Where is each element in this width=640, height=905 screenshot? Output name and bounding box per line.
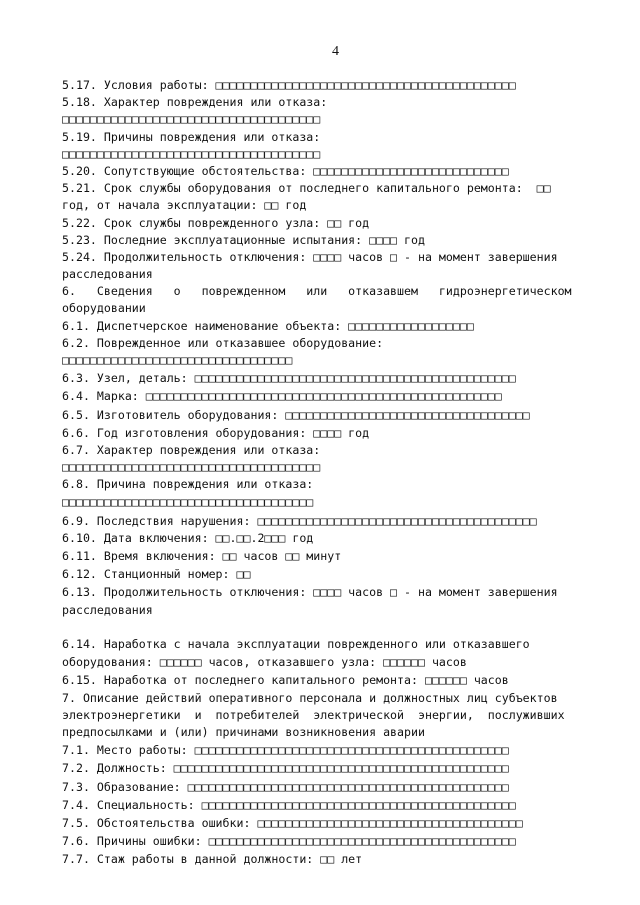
line-6-7-value: □□□□□□□□□□□□□□□□□□□□□□□□□□□□□□□□□□□□□ [62, 460, 321, 475]
document-body [62, 77, 608, 868]
line-5-19: 5.19. Причины повреждения или отказа: [62, 129, 321, 144]
section-6-heading: 6. Сведения о поврежденном или отказавшем гидроэнергетическом [62, 284, 572, 299]
line-5-17: 5.17. Условия работы: □□□□□□□□□□□□□□□□□□□□□□□□□□□□□□□□□□□□□□□□□□□ [62, 78, 516, 92]
line-7-6: 7.6. Причины ошибки: □□□□□□□□□□□□□□□□□□□□□□□□□□□□□□□□□□□□□□□□□□□□ [62, 834, 516, 849]
section-6-heading-cont: оборудовании [62, 301, 146, 316]
line-6-9: 6.9. Последствия нарушения: □□□□□□□□□□□□□□□□□□□□□□□□□□□□□□□□□□□□□□□□ [62, 513, 537, 528]
section-7-heading-cont: электроэнергетики и потребителей электрической энергии, послуживших [62, 707, 565, 722]
line-7-4: 7.4. Специальность: □□□□□□□□□□□□□□□□□□□□□□□□□□□□□□□□□□□□□□□□□□□□□ [62, 797, 516, 812]
line-6-13: 6.13. Продолжительность отключения: □□□□ часов □ - на момент завершения [62, 585, 558, 600]
line-5-18: 5.18. Характер повреждения или отказа: [62, 95, 328, 110]
line-5-21-cont: год, от начала эксплуатации: □□ год [62, 198, 307, 213]
line-6-12: 6.12. Станционный номер: □□ [62, 567, 251, 582]
line-6-3: 6.3. Узел, деталь: □□□□□□□□□□□□□□□□□□□□□□□□□□□□□□□□□□□□□□□□□□□□□□ [62, 371, 516, 386]
line-6-6: 6.6. Год изготовления оборудования: □□□□ год [62, 425, 370, 440]
line-6-11: 6.11. Время включения: □□ часов □□ минут [62, 549, 342, 564]
line-7-1: 7.1. Место работы: □□□□□□□□□□□□□□□□□□□□□□□□□□□□□□□□□□□□□□□□□□□□□ [62, 743, 509, 758]
page-number: 4 [332, 44, 339, 59]
line-5-23: 5.23. Последние эксплуатационные испытания: □□□□ год [62, 232, 425, 247]
line-6-2-value: □□□□□□□□□□□□□□□□□□□□□□□□□□□□□□□□□ [62, 353, 293, 367]
line-7-5: 7.5. Обстоятельства ошибки: □□□□□□□□□□□□□□□□□□□□□□□□□□□□□□□□□□□□□□ [62, 815, 523, 830]
section-7-heading: 7. Описание действий оперативного персонала и должностных лиц субъектов [62, 690, 558, 705]
line-6-1: 6.1. Диспетчерское наименование объекта: □□□□□□□□□□□□□□□□□□ [62, 318, 474, 333]
line-6-5: 6.5. Изготовитель оборудования: □□□□□□□□□□□□□□□□□□□□□□□□□□□□□□□□□□□ [62, 407, 530, 422]
line-7-3: 7.3. Образование: □□□□□□□□□□□□□□□□□□□□□□□□□□□□□□□□□□□□□□□□□□□□□□ [62, 779, 509, 794]
line-6-8: 6.8. Причина повреждения или отказа: [62, 477, 314, 492]
line-6-14: 6.14. Наработка с начала эксплуатации поврежденного или отказавшего [62, 637, 530, 651]
line-6-2: 6.2. Поврежденное или отказавшее оборудование: [62, 335, 384, 350]
line-6-7: 6.7. Характер повреждения или отказа: [62, 442, 321, 457]
line-6-8-value: □□□□□□□□□□□□□□□□□□□□□□□□□□□□□□□□□□□□ [62, 494, 314, 509]
line-7-7: 7.7. Стаж работы в данной должности: □□ лет [62, 852, 363, 867]
line-5-19-value: □□□□□□□□□□□□□□□□□□□□□□□□□□□□□□□□□□□□□ [62, 146, 321, 161]
line-5-18-value: □□□□□□□□□□□□□□□□□□□□□□□□□□□□□□□□□□□□□ [62, 112, 321, 127]
line-7-2: 7.2. Должность: □□□□□□□□□□□□□□□□□□□□□□□□□□□□□□□□□□□□□□□□□□□□□□□□ [62, 761, 509, 776]
line-6-10: 6.10. Дата включения: □□.□□.2□□□ год [62, 530, 314, 545]
line-6-13-cont: расследования [62, 602, 153, 617]
line-5-24-cont: расследования [62, 267, 153, 282]
line-6-4: 6.4. Марка: □□□□□□□□□□□□□□□□□□□□□□□□□□□□□□□□□□□□□□□□□□□□□□□□□□□ [62, 389, 502, 404]
line-5-20: 5.20. Сопутствующие обстоятельства: □□□□□□□□□□□□□□□□□□□□□□□□□□□□ [62, 163, 509, 178]
line-5-22: 5.22. Срок службы поврежденного узла: □□ год [62, 215, 370, 230]
blank-line [62, 619, 608, 636]
line-6-14-cont: оборудования: □□□□□□ часов, отказавшего узла: □□□□□□ часов [62, 655, 467, 670]
section-7-heading-cont-2: предпосылками и (или) причинами возникновения аварии [62, 724, 425, 739]
line-6-15: 6.15. Наработка от последнего капитального ремонта: □□□□□□ часов [62, 673, 509, 688]
line-5-21: 5.21. Срок службы оборудования от последнего капитального ремонта: □□ [62, 181, 551, 196]
line-5-24: 5.24. Продолжительность отключения: □□□□ часов □ - на момент завершения [62, 249, 558, 264]
